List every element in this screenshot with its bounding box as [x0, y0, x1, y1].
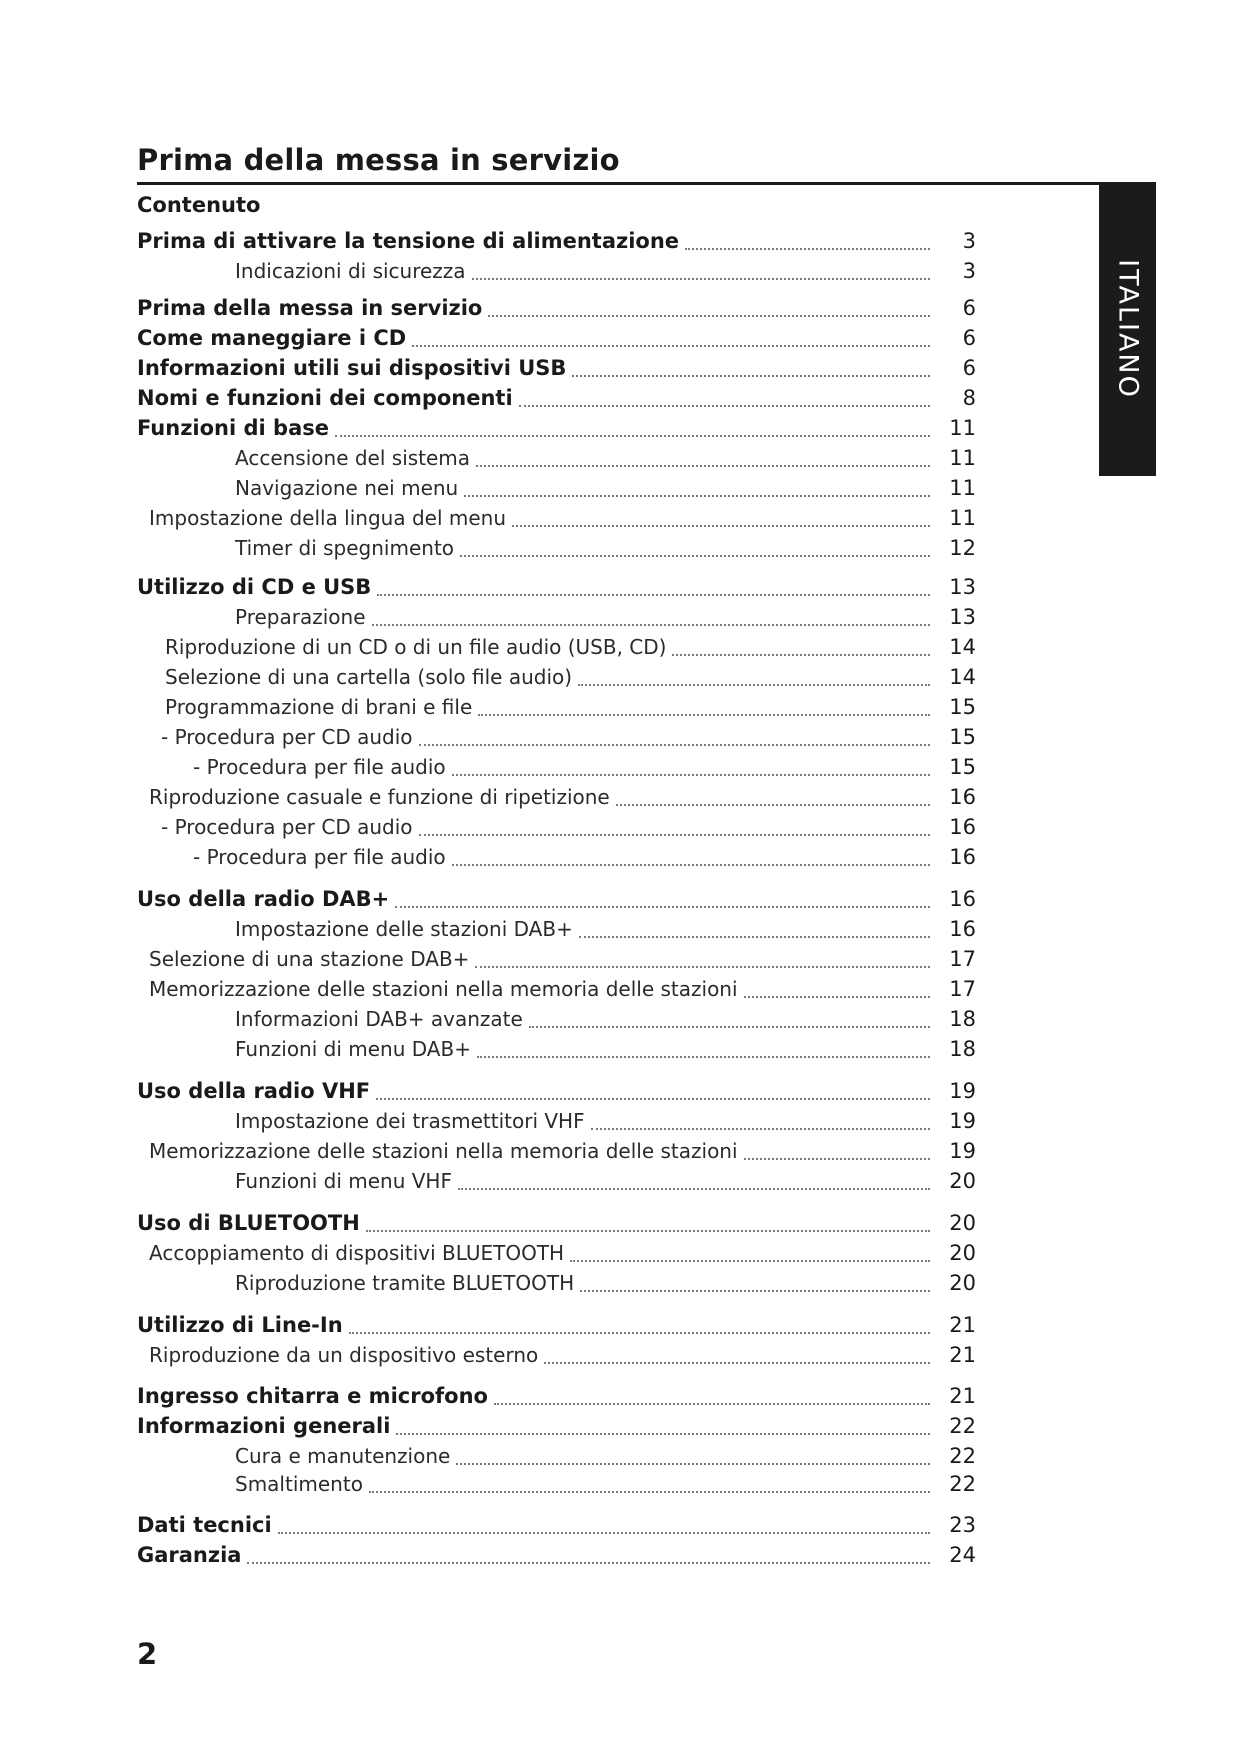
- toc-entry-label: Garanzia: [137, 1543, 242, 1567]
- toc-leader-dots: [579, 936, 930, 938]
- toc-entry: [0, 1441, 1241, 1471]
- toc-leader-dots: [475, 966, 930, 968]
- toc-leader-dots: [572, 375, 930, 377]
- toc-entry-label: Smaltimento: [235, 1472, 363, 1496]
- toc-entry-label: Cura e manutenzione: [235, 1444, 451, 1468]
- toc-entry-page: 21: [949, 1343, 976, 1367]
- toc-entry-label: Come maneggiare i CD: [137, 326, 407, 350]
- toc-entry: [0, 293, 1241, 323]
- toc-entry-label: Programmazione di brani e file: [165, 695, 473, 719]
- toc-entry-page: 11: [949, 446, 976, 470]
- toc-leader-dots: [512, 525, 930, 527]
- toc-entry: [0, 1510, 1241, 1540]
- toc-entry-label: Selezione di una cartella (solo file audio): [165, 665, 573, 689]
- toc-entry-page: 14: [949, 665, 976, 689]
- toc-entry-label: Riproduzione tramite BLUETOOTH: [235, 1271, 575, 1295]
- toc-entry: [0, 1411, 1241, 1441]
- toc-entry-page: 13: [949, 605, 976, 629]
- toc-entry: [0, 1166, 1241, 1196]
- toc-leader-dots: [376, 1098, 930, 1100]
- toc-entry: [0, 443, 1241, 473]
- toc-entry-label: Uso della radio VHF: [137, 1079, 371, 1103]
- toc-leader-dots: [472, 278, 930, 280]
- toc-entry: [0, 226, 1241, 256]
- toc-entry-label: Timer di spegnimento: [235, 536, 455, 560]
- toc-leader-dots: [419, 744, 930, 746]
- toc-leader-dots: [452, 864, 930, 866]
- toc-entry: [0, 323, 1241, 353]
- page-number: 2: [137, 1637, 158, 1671]
- toc-entry-page: 6: [962, 326, 976, 350]
- toc-leader-dots: [616, 804, 930, 806]
- toc-leader-dots: [744, 996, 930, 998]
- toc-entry-label: - Procedura per file audio: [193, 845, 446, 869]
- toc-entry-page: 15: [949, 725, 976, 749]
- toc-entry-page: 22: [949, 1414, 976, 1438]
- toc-leader-dots: [494, 1403, 930, 1405]
- toc-entry: [0, 662, 1241, 692]
- toc-entry: [0, 812, 1241, 842]
- page-title: Prima della messa in servizio: [137, 143, 620, 177]
- toc-entry-page: 14: [949, 635, 976, 659]
- toc-entry-page: 15: [949, 695, 976, 719]
- toc-leader-dots: [247, 1562, 930, 1564]
- toc-entry-label: Prima di attivare la tensione di alimentazione: [137, 229, 680, 253]
- toc-entry: [0, 1076, 1241, 1106]
- toc-entry-page: 20: [949, 1271, 976, 1295]
- toc-entry-page: 16: [949, 815, 976, 839]
- toc-leader-dots: [369, 1491, 930, 1493]
- toc-entry: [0, 1469, 1241, 1499]
- toc-entry: [0, 1238, 1241, 1268]
- toc-leader-dots: [366, 1230, 930, 1232]
- toc-entry-page: 19: [949, 1109, 976, 1133]
- toc-entry-label: Informazioni utili sui dispositivi USB: [137, 356, 567, 380]
- toc-leader-dots: [488, 315, 930, 317]
- toc-leader-dots: [570, 1260, 930, 1262]
- toc-entry: [0, 1004, 1241, 1034]
- toc-leader-dots: [591, 1128, 930, 1130]
- toc-entry-label: Funzioni di menu VHF: [235, 1169, 452, 1193]
- toc-entry-page: 19: [949, 1079, 976, 1103]
- toc-entry-page: 20: [949, 1241, 976, 1265]
- toc-leader-dots: [744, 1158, 930, 1160]
- toc-entry: [0, 1034, 1241, 1064]
- toc-entry-page: 18: [949, 1037, 976, 1061]
- toc-entry-label: Prima della messa in servizio: [137, 296, 483, 320]
- toc-entry-page: 3: [962, 229, 976, 253]
- toc-entry-label: Memorizzazione delle stazioni nella memoria delle stazioni: [149, 1139, 738, 1163]
- toc-entry-label: Accensione del sistema: [235, 446, 471, 470]
- toc-entry: [0, 353, 1241, 383]
- toc-entry-label: Riproduzione da un dispositivo esterno: [149, 1343, 539, 1367]
- toc-entry-page: 3: [962, 259, 976, 283]
- toc-entry: [0, 752, 1241, 782]
- toc-entry: [0, 884, 1241, 914]
- toc-entry-label: Indicazioni di sicurezza: [235, 259, 466, 283]
- toc-entry-page: 19: [949, 1139, 976, 1163]
- toc-entry-label: Memorizzazione delle stazioni nella memoria delle stazioni: [149, 977, 738, 1001]
- toc-entry-page: 6: [962, 296, 976, 320]
- toc-entry-label: Impostazione dei trasmettitori VHF: [235, 1109, 585, 1133]
- toc-leader-dots: [335, 435, 930, 437]
- toc-entry-label: Impostazione della lingua del menu: [149, 506, 507, 530]
- toc-entry-page: 22: [949, 1444, 976, 1468]
- toc-entry-page: 11: [949, 506, 976, 530]
- toc-entry-label: - Procedura per CD audio: [161, 725, 413, 749]
- toc-leader-dots: [519, 405, 930, 407]
- contents-heading: Contenuto: [137, 193, 261, 217]
- toc-entry: [0, 1268, 1241, 1298]
- toc-leader-dots: [477, 1056, 930, 1058]
- toc-entry: [0, 533, 1241, 563]
- toc-entry-label: Riproduzione casuale e funzione di ripetizione: [149, 785, 610, 809]
- toc-entry-page: 20: [949, 1169, 976, 1193]
- toc-entry-page: 6: [962, 356, 976, 380]
- toc-entry-page: 13: [949, 575, 976, 599]
- toc-leader-dots: [458, 1188, 930, 1190]
- toc-entry: [0, 1540, 1241, 1570]
- toc-entry: [0, 413, 1241, 443]
- toc-entry: [0, 256, 1241, 286]
- toc-entry-page: 24: [949, 1543, 976, 1567]
- toc-entry-page: 12: [949, 536, 976, 560]
- toc-entry-label: - Procedura per CD audio: [161, 815, 413, 839]
- toc-entry: [0, 944, 1241, 974]
- toc-entry-label: Ingresso chitarra e microfono: [137, 1384, 488, 1408]
- toc-entry-label: Uso di BLUETOOTH: [137, 1211, 360, 1235]
- toc-leader-dots: [544, 1362, 930, 1364]
- toc-leader-dots: [372, 624, 930, 626]
- toc-entry-label: Funzioni di base: [137, 416, 329, 440]
- toc-entry: [0, 722, 1241, 752]
- toc-entry: [0, 1381, 1241, 1411]
- toc-entry-page: 21: [949, 1313, 976, 1337]
- toc-entry-label: Nomi e funzioni dei componenti: [137, 386, 513, 410]
- toc-entry: [0, 1106, 1241, 1136]
- toc-entry-label: Informazioni DAB+ avanzate: [235, 1007, 523, 1031]
- toc-leader-dots: [685, 248, 930, 250]
- toc-leader-dots: [278, 1532, 930, 1534]
- toc-entry: [0, 1136, 1241, 1166]
- toc-entry-page: 11: [949, 476, 976, 500]
- toc-leader-dots: [395, 906, 930, 908]
- toc-leader-dots: [349, 1332, 930, 1334]
- toc-entry: [0, 692, 1241, 722]
- toc-leader-dots: [452, 774, 930, 776]
- toc-leader-dots: [456, 1463, 930, 1465]
- toc-entry: [0, 572, 1241, 602]
- toc-entry: [0, 632, 1241, 662]
- toc-entry-label: Utilizzo di CD e USB: [137, 575, 372, 599]
- toc-leader-dots: [464, 495, 930, 497]
- toc-leader-dots: [672, 654, 930, 656]
- toc-entry-page: 16: [949, 785, 976, 809]
- toc-entry-page: 8: [962, 386, 976, 410]
- toc-entry-label: Accoppiamento di dispositivi BLUETOOTH: [149, 1241, 565, 1265]
- toc-entry-label: Uso della radio DAB+: [137, 887, 390, 911]
- toc-leader-dots: [478, 714, 930, 716]
- toc-entry: [0, 782, 1241, 812]
- toc-entry: [0, 383, 1241, 413]
- toc-leader-dots: [580, 1290, 930, 1292]
- toc-entry-label: Navigazione nei menu: [235, 476, 459, 500]
- toc-entry-page: 20: [949, 1211, 976, 1235]
- toc-entry-page: 15: [949, 755, 976, 779]
- toc-entry-page: 23: [949, 1513, 976, 1537]
- toc-entry: [0, 473, 1241, 503]
- toc-entry-page: 22: [949, 1472, 976, 1496]
- toc-leader-dots: [419, 834, 930, 836]
- toc-entry: [0, 842, 1241, 872]
- toc-entry: [0, 1340, 1241, 1370]
- toc-leader-dots: [396, 1433, 930, 1435]
- toc-entry-label: Preparazione: [235, 605, 366, 629]
- toc-entry-label: - Procedura per file audio: [193, 755, 446, 779]
- toc-entry-page: 11: [949, 416, 976, 440]
- toc-leader-dots: [460, 555, 930, 557]
- language-tab-label: ITALIANO: [1112, 259, 1143, 399]
- toc-entry: [0, 1310, 1241, 1340]
- toc-entry-page: 16: [949, 917, 976, 941]
- toc-entry-label: Impostazione delle stazioni DAB+: [235, 917, 573, 941]
- toc-entry-page: 17: [949, 947, 976, 971]
- toc-entry-page: 16: [949, 887, 976, 911]
- toc-leader-dots: [476, 465, 930, 467]
- toc-leader-dots: [412, 345, 930, 347]
- toc-entry: [0, 914, 1241, 944]
- toc-leader-dots: [377, 594, 930, 596]
- toc-entry-label: Informazioni generali: [137, 1414, 391, 1438]
- toc-entry-label: Dati tecnici: [137, 1513, 272, 1537]
- toc-entry-page: 21: [949, 1384, 976, 1408]
- toc-entry: [0, 974, 1241, 1004]
- toc-entry: [0, 1208, 1241, 1238]
- toc-leader-dots: [529, 1026, 930, 1028]
- toc-leader-dots: [578, 684, 930, 686]
- toc-entry-page: 16: [949, 845, 976, 869]
- toc-entry-label: Riproduzione di un CD o di un file audio (USB, CD): [165, 635, 667, 659]
- toc-entry-label: Utilizzo di Line-In: [137, 1313, 343, 1337]
- toc-entry: [0, 602, 1241, 632]
- toc-entry-page: 17: [949, 977, 976, 1001]
- toc-entry-label: Funzioni di menu DAB+: [235, 1037, 471, 1061]
- toc-entry: [0, 503, 1241, 533]
- toc-entry-page: 18: [949, 1007, 976, 1031]
- toc-entry-label: Selezione di una stazione DAB+: [149, 947, 470, 971]
